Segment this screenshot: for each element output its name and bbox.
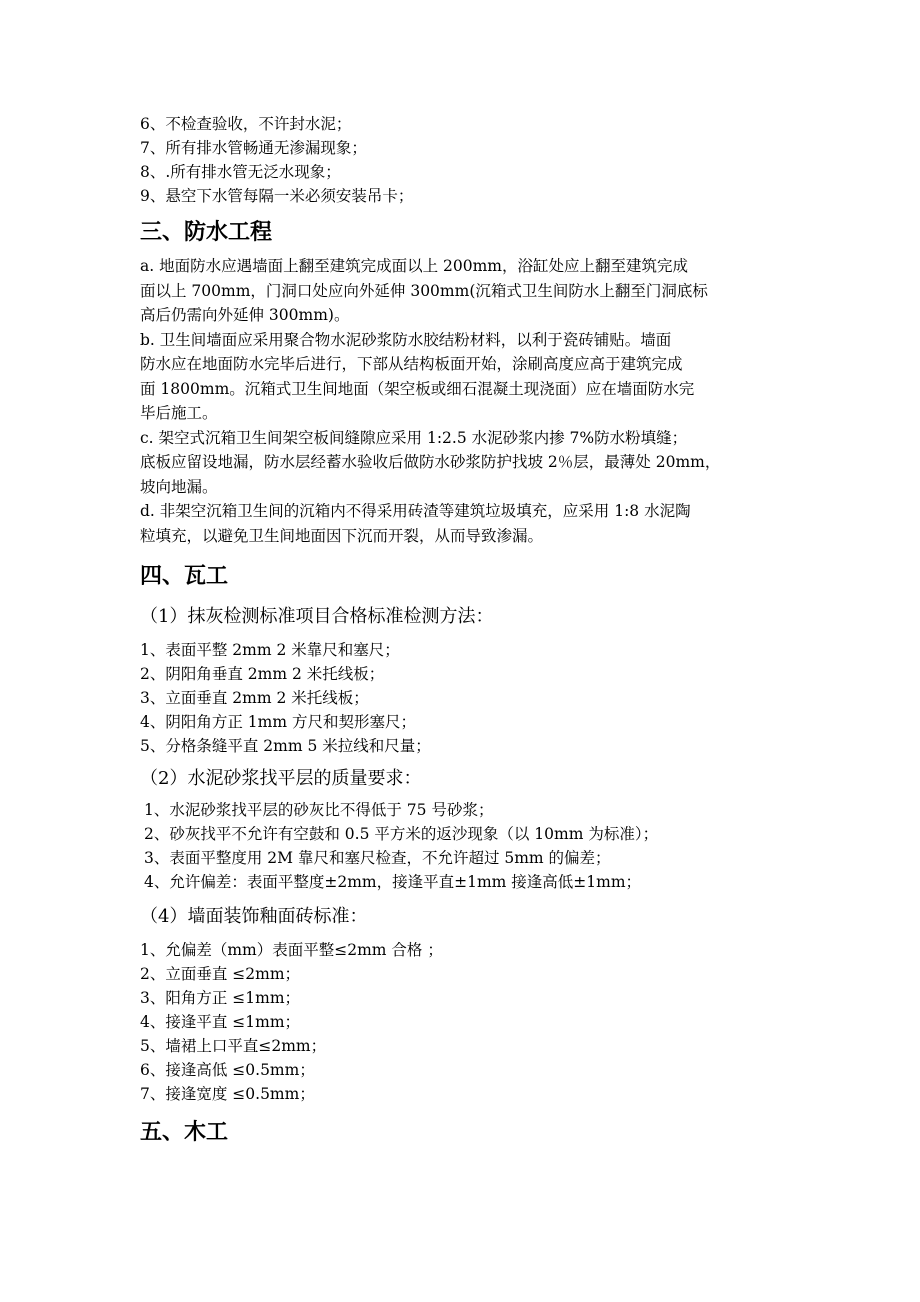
- subsection-heading-screed: （2）水泥砂浆找平层的质量要求：: [140, 768, 422, 789]
- list-item: 2、阴阳角垂直 2mm 2 米托线板；: [140, 665, 385, 683]
- paragraph: c. 架空式沉箱卫生间架空板间缝隙应采用 1:2.5 水泥砂浆内掺 7%防水粉填缝； 底板应留设地漏，防水层经蓄水验收后做防水砂浆防护找坡 2％层，最薄处 20mm， 坡向地漏。: [140, 428, 721, 496]
- list-item: 9、悬空下水管每隔一米必须安装吊卡；: [140, 187, 414, 205]
- list-item: 1、水泥砂浆找平层的砂灰比不得低于 75 号砂浆；: [144, 801, 494, 819]
- list-item: 4、阴阳角方正 1mm 方尺和契形塞尺；: [140, 713, 416, 731]
- list-item: 4、接逢平直 ≤1mm；: [140, 1013, 301, 1031]
- plaster-list: [140, 638, 790, 758]
- list-item: 3、表面平整度用 2M 靠尺和塞尺检查，不允许超过 5mm 的偏差；: [144, 849, 611, 867]
- list-item: 7、接逢宽度 ≤0.5mm；: [140, 1085, 315, 1103]
- list-item: 6、不检查验收，不许封水泥；: [140, 115, 352, 133]
- list-item: 1、允偏差（mm）表面平整≤2mm 合格 ；: [140, 941, 443, 959]
- list-item: 2、砂灰找平不允许有空鼓和 0.5 平方米的返沙现象（以 10mm 为标准）；: [144, 825, 659, 843]
- paragraph: d. 非架空沉箱卫生间的沉箱内不得采用砖渣等建筑垃圾填充，应采用 1:8 水泥陶 粒填充，以避免卫生间地面因下沉而开裂，从而导致渗漏。: [140, 502, 691, 545]
- subsection-heading-plaster: （1）抹灰检测标准项目合格标准检测方法：: [140, 606, 494, 627]
- wall-tile-list: [140, 938, 790, 1106]
- list-item: 4、允许偏差：表面平整度±2mm，接逢平直±1mm 接逢高低±1mm；: [144, 873, 642, 891]
- document-page: [140, 112, 790, 1148]
- list-item: 5、分格条缝平直 2mm 5 米拉线和尺量；: [140, 737, 431, 755]
- screed-list: [140, 798, 790, 894]
- list-item: 5、墙裙上口平直≤2mm；: [140, 1037, 327, 1055]
- top-list: [140, 112, 790, 208]
- section-heading-carpentry: 五、木工: [140, 1120, 229, 1145]
- list-item: 8、.所有排水管无泛水现象；: [140, 163, 341, 181]
- paragraph: b. 卫生间墙面应采用聚合物水泥砂浆防水胶结粉材料，以利于瓷砖铺贴。墙面 防水应在地面防水完毕后进行，下部从结构板面开始，涂刷高度应高于建筑完成 面 1800mm。沉箱式卫生间地面（架空板或细石混凝土现浇面）应在墙面防水完 毕后施工。: [140, 330, 695, 422]
- list-item: 2、立面垂直 ≤2mm；: [140, 965, 301, 983]
- section-heading-waterproofing: 三、防水工程: [140, 220, 273, 245]
- section3-body: [140, 254, 790, 548]
- paragraph: a. 地面防水应遇墙面上翻至建筑完成面以上 200mm，浴缸处应上翻至建筑完成 面以上 700mm，门洞口处应向外延伸 300mm(沉箱式卫生间防水上翻至门洞底标 高后仍需向外延伸 300mm)。: [140, 257, 708, 324]
- subsection-heading-wall-tile: （4）墙面装饰釉面砖标准：: [140, 906, 368, 927]
- list-item: 3、阳角方正 ≤1mm；: [140, 989, 301, 1007]
- section-heading-tiling: 四、瓦工: [140, 564, 229, 589]
- list-item: 7、所有排水管畅通无渗漏现象；: [140, 139, 367, 157]
- list-item: 1、表面平整 2mm 2 米靠尺和塞尺；: [140, 641, 400, 659]
- list-item: 6、接逢高低 ≤0.5mm；: [140, 1061, 315, 1079]
- list-item: 3、立面垂直 2mm 2 米托线板；: [140, 689, 369, 707]
